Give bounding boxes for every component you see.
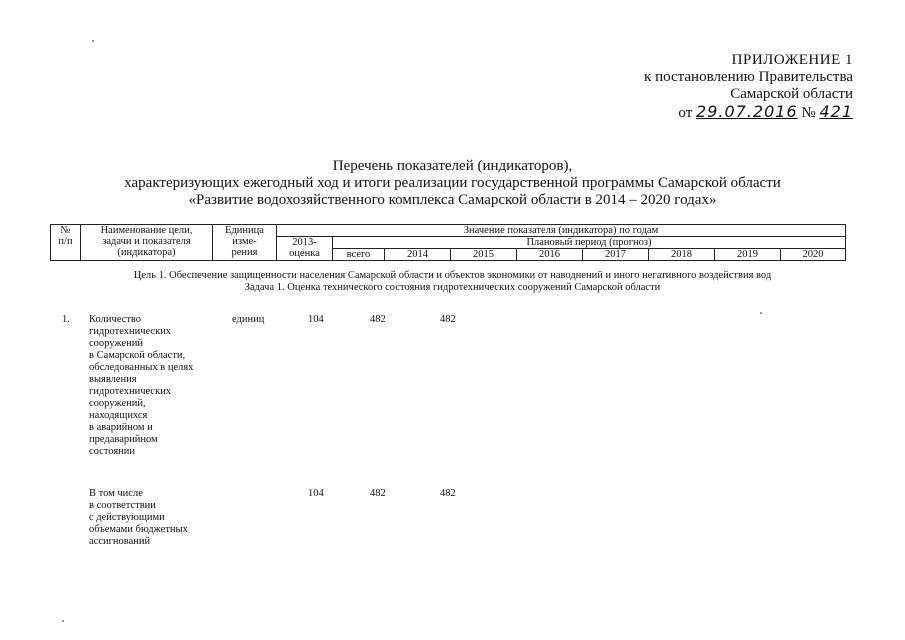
name-line: Количество [89, 314, 142, 325]
name-line: в аварийном и [89, 422, 153, 433]
appendix-line-3: Самарской области [730, 86, 853, 102]
header-name [81, 225, 213, 261]
appendix-title: ПРИЛОЖЕНИЕ 1 [731, 52, 853, 68]
name-line: В том числе [89, 488, 143, 499]
name-line: в соответствии [89, 500, 156, 511]
header-num-3 [53, 247, 78, 258]
row-unit: единиц [232, 314, 265, 325]
scan-speck [92, 40, 94, 42]
header-values-title: Значение показателя (индикатора) по годам [277, 225, 846, 237]
row-num: 1. [62, 314, 70, 325]
name-line: находящихся [89, 410, 148, 421]
appendix-line-2: к постановлению Правительства [644, 69, 853, 85]
handwritten-number: 421 [819, 102, 853, 121]
indicator-table-header [50, 224, 846, 261]
row-name [89, 314, 224, 458]
header-2017: 2017 [583, 249, 649, 261]
header-2015: 2015 [451, 249, 517, 261]
header-plan-title: Плановый период (прогноз) [333, 237, 846, 249]
name-line: обследованных в целях [89, 362, 194, 373]
header-name-2: задачи и показателя [102, 236, 191, 247]
header-2013-2: оценка [289, 248, 320, 259]
header-2018: 2018 [649, 249, 715, 261]
name-line: сооружений, [89, 398, 146, 409]
title-line-2: характеризующих ежегодный ход и итоги реализации государственной программы Самарской области [124, 175, 781, 191]
document-title [0, 158, 905, 209]
appendix-date-line [644, 103, 853, 122]
header-unit-3: рения [231, 247, 258, 258]
header-num-2: п/п [58, 236, 73, 247]
goal-task-block [0, 270, 905, 294]
name-line: с действующими [89, 512, 165, 523]
header-name-1: Наименование цели, [100, 225, 193, 236]
row-value-total: 482 [370, 488, 386, 499]
header-2020: 2020 [781, 249, 846, 261]
header-unit-1: Единица [225, 225, 264, 236]
name-line: гидротехнических [89, 326, 172, 337]
scan-speck [62, 620, 64, 622]
scan-speck [760, 312, 762, 314]
title-line-1: Перечень показателей (индикаторов), [332, 158, 573, 174]
header-total: всего [333, 249, 385, 261]
name-line: состоянии [89, 446, 136, 457]
appendix-block [644, 52, 853, 122]
number-prefix: № [801, 105, 816, 121]
row-name [89, 488, 224, 548]
header-2013-1: 2013- [292, 237, 317, 248]
row-value-2014: 482 [440, 488, 456, 499]
header-2013 [277, 237, 333, 261]
handwritten-date: 29.07.2016 [696, 102, 798, 121]
name-line: сооружений [89, 338, 144, 349]
row-value-2013: 104 [308, 488, 324, 499]
header-2019: 2019 [715, 249, 781, 261]
row-value-total: 482 [370, 314, 386, 325]
date-prefix: от [678, 105, 693, 121]
row-value-2013: 104 [308, 314, 324, 325]
header-2014: 2014 [385, 249, 451, 261]
name-line: гидротехнических [89, 386, 172, 397]
task-text: Задача 1. Оценка технического состояния гидротехнических сооружений Самарской области [244, 282, 661, 293]
name-line: ассигнований [89, 536, 151, 547]
header-num-1: № [60, 225, 71, 236]
name-line: объемами бюджетных [89, 524, 188, 535]
name-line: предаварийном [89, 434, 158, 445]
title-line-3: «Развитие водохозяйственного комплекса Самарской области в 2014 – 2020 годах» [188, 192, 717, 208]
header-num [51, 225, 81, 261]
goal-text: Цель 1. Обеспечение защищенности населения Самарской области и объектов экономики от наводнений и иного негативного воздействия вод [133, 270, 772, 281]
header-name-3: (индикатора) [117, 247, 176, 258]
row-value-2014: 482 [440, 314, 456, 325]
header-unit-2: изме- [232, 236, 257, 247]
name-line: в Самарской области, [89, 350, 186, 361]
header-2016: 2016 [517, 249, 583, 261]
name-line: выявления [89, 374, 137, 385]
header-unit [213, 225, 277, 261]
